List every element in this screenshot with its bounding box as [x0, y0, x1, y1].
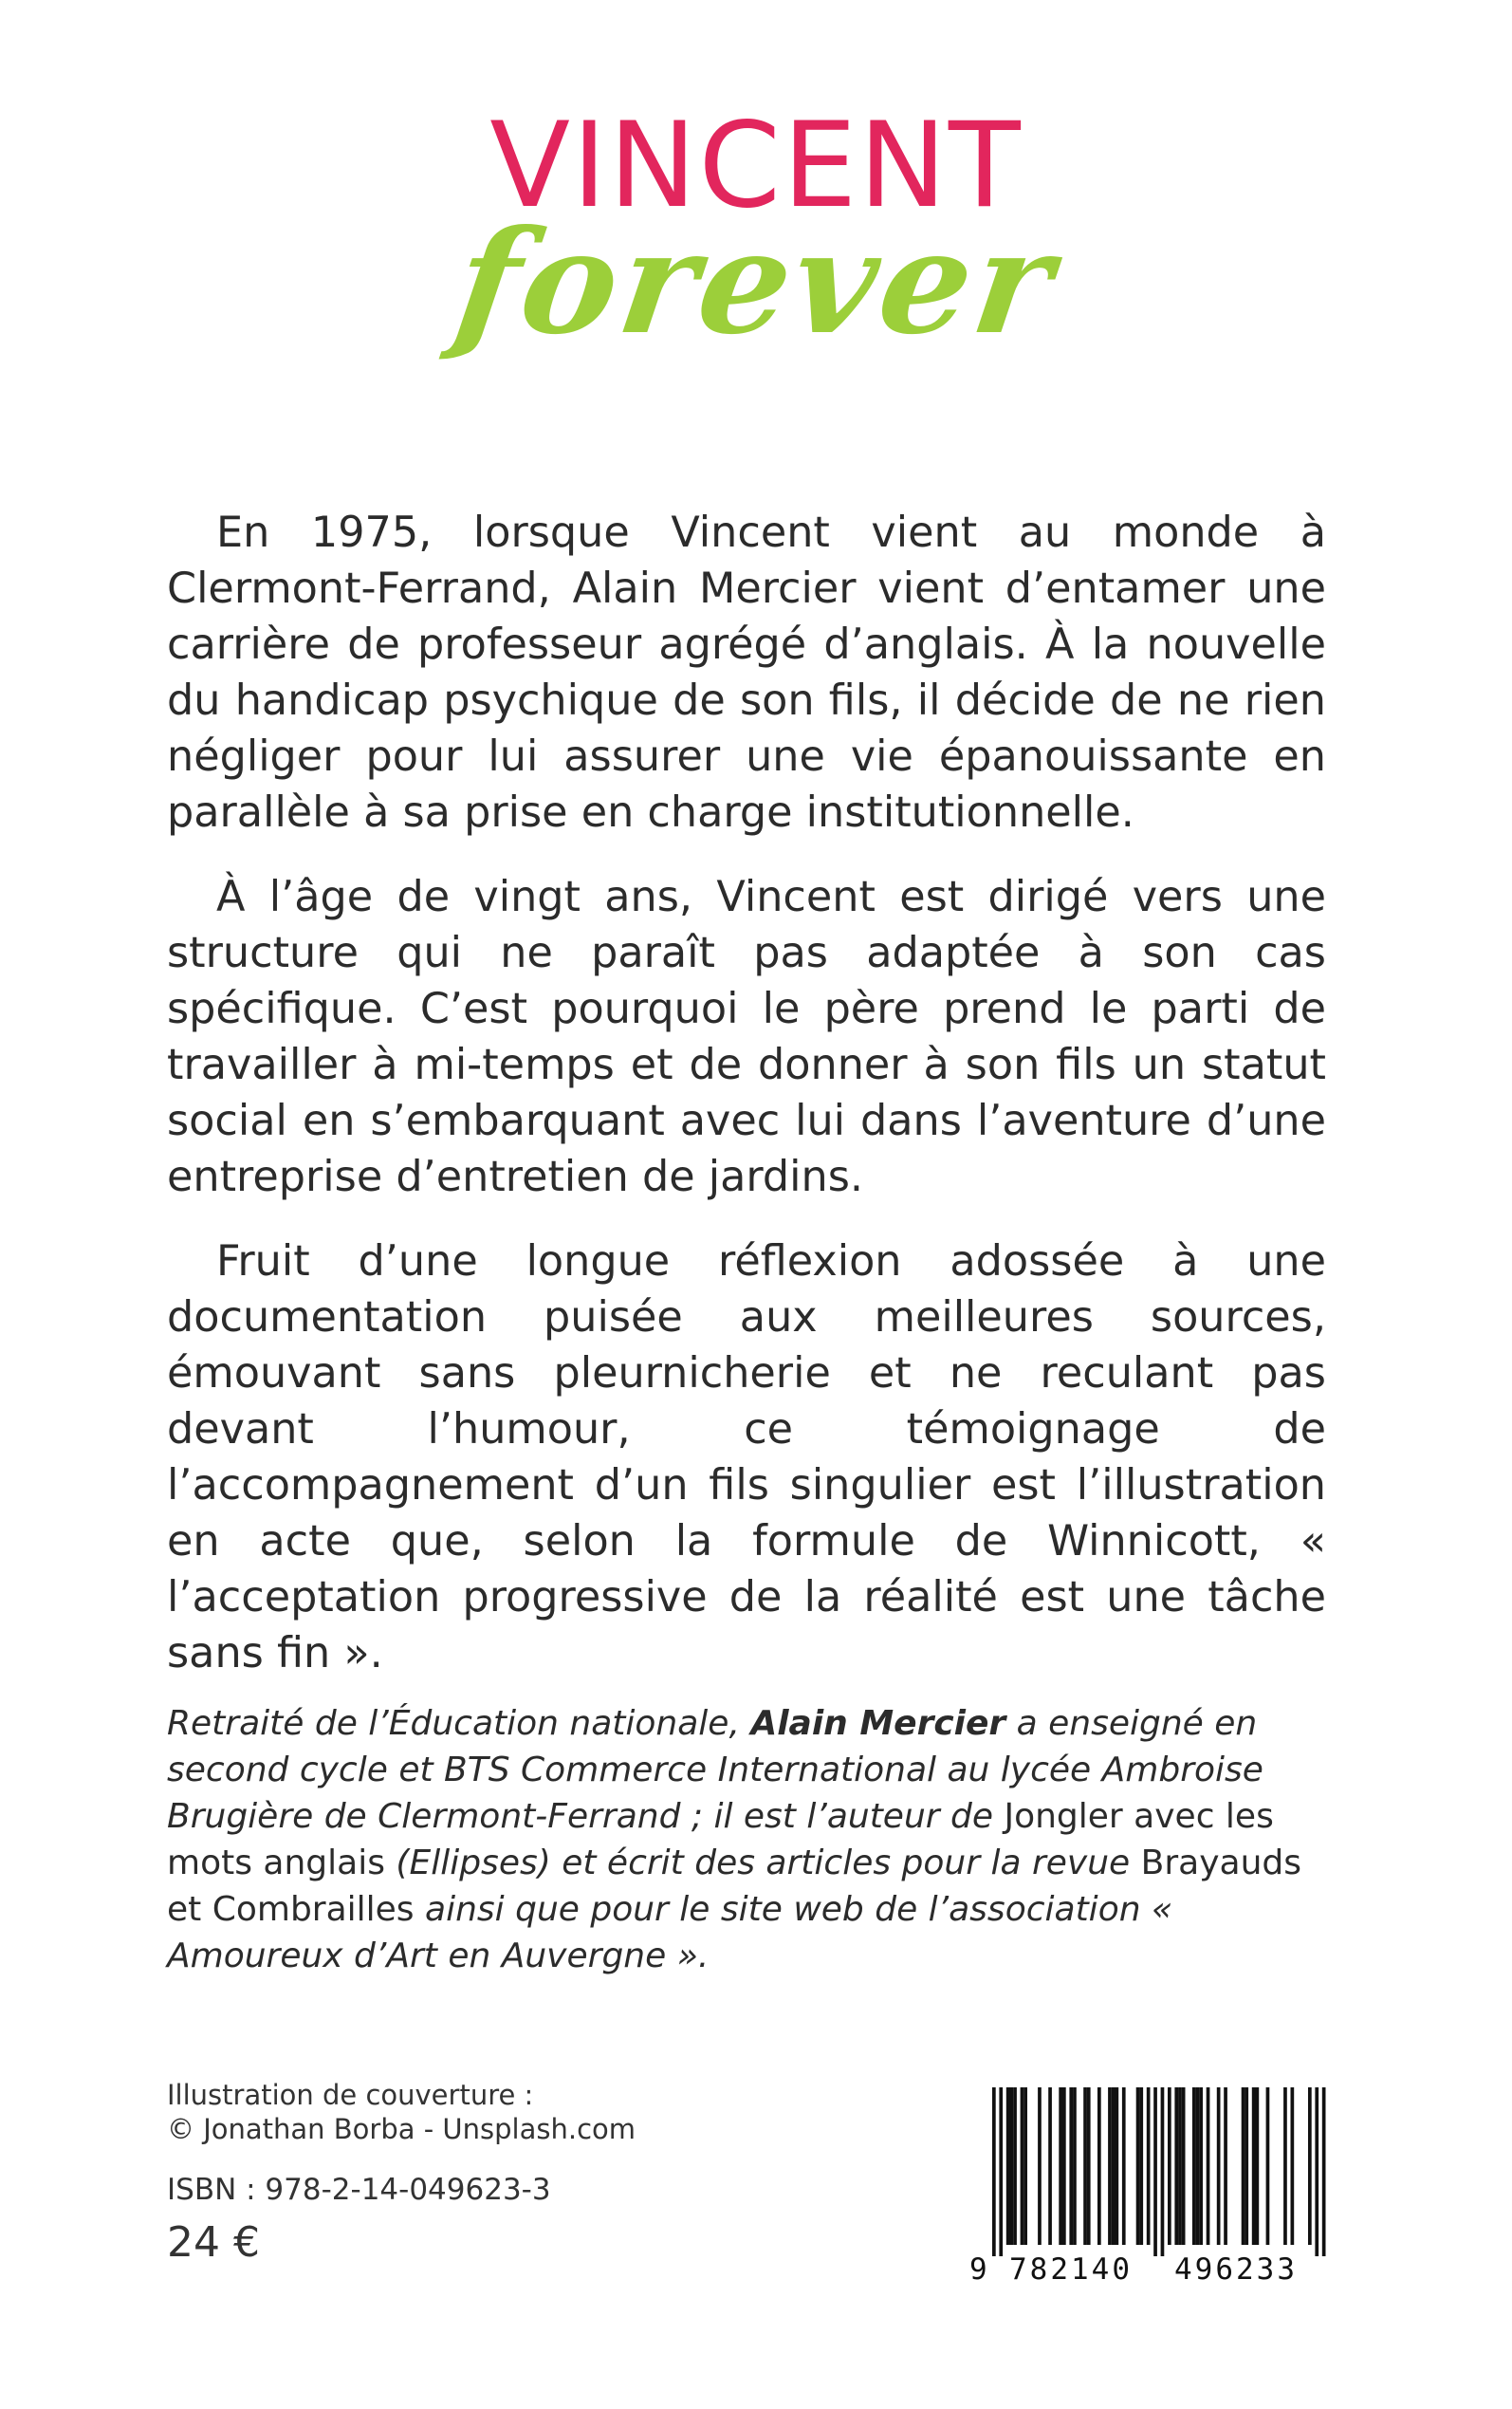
barcode — [971, 2087, 1327, 2287]
barcode-bar — [1021, 2087, 1024, 2245]
barcode-bar — [1108, 2087, 1112, 2245]
barcode-bar — [1062, 2087, 1066, 2245]
barcode-bar — [1139, 2087, 1143, 2245]
barcode-bar — [1136, 2087, 1140, 2245]
credits-line-1: Illustration de couverture : — [167, 2079, 534, 2111]
barcode-bar — [1182, 2087, 1186, 2245]
blurb-paragraph-3: Fruit d’une longue réflexion adossée à une documentation puisée aux meilleures sources, émouvant sans pleurnicherie et ne reculant pas devant l’humour, ce témoignage de l’accompagnement d’un fils singulier est l’illustration en acte que, selon la formule de Winnicott, « l’acceptation progressive de la réalité est une tâche sans fin ». — [167, 1237, 1326, 1677]
barcode-bar — [1023, 2087, 1027, 2245]
barcode-bar — [992, 2087, 996, 2256]
barcode-bar — [1097, 2087, 1101, 2245]
back-cover-blurb — [167, 505, 1326, 1710]
bio-text-4: ainsi que pour le site web de l’association « Amoureux d’Art en Auvergne ». — [167, 1890, 1173, 1975]
barcode-bar — [1153, 2087, 1157, 2256]
barcode-bars — [971, 2087, 1327, 2256]
credits-line-2: © Jonathan Borba - Unsplash.com — [167, 2113, 636, 2145]
barcode-bar — [1207, 2087, 1210, 2245]
barcode-bar — [1013, 2087, 1017, 2245]
barcode-bar — [1283, 2087, 1287, 2245]
isbn: ISBN : 978-2-14-049623-3 — [167, 2173, 551, 2207]
barcode-bar — [1224, 2087, 1227, 2245]
barcode-bar — [1059, 2087, 1062, 2245]
barcode-bar — [1217, 2087, 1221, 2245]
barcode-bar — [1245, 2087, 1248, 2245]
barcode-bar — [1256, 2087, 1260, 2245]
barcode-bar — [1252, 2087, 1256, 2245]
barcode-bar — [1266, 2087, 1270, 2245]
book-title-2: Brayauds et Combrailles — [167, 1844, 1302, 1929]
barcode-bar — [1083, 2087, 1087, 2245]
barcode-bar — [1196, 2087, 1200, 2245]
barcode-bar — [1006, 2087, 1010, 2245]
cover-title — [0, 98, 1512, 366]
bio-text-2: a enseigné en second cycle et BTS Commerce International au lycée Ambroise Brugière de Clermont-Ferrand ; il est l’auteur de — [167, 1704, 1263, 1836]
barcode-bar — [1174, 2087, 1178, 2245]
barcode-bar — [1291, 2087, 1295, 2245]
barcode-bar — [1199, 2087, 1203, 2245]
barcode-bar — [1147, 2087, 1151, 2245]
barcode-bar — [1087, 2087, 1091, 2245]
barcode-digits — [971, 2252, 1327, 2290]
illustration-credits — [167, 2078, 736, 2146]
price: 24 € — [167, 2218, 260, 2267]
barcode-digits-left: 782140 — [1009, 2252, 1133, 2287]
barcode-bar — [999, 2087, 1003, 2256]
title-main: VINCENT — [489, 98, 1023, 234]
blurb-paragraph-1: En 1975, lorsque Vincent vient au monde à Clermont-Ferrand, Alain Mercier vient d’entamer une carrière de professeur agrégé d’anglais. À la nouvelle du handicap psychique de son fils, il décide de ne rien négliger pour lui assurer une vie épanouissante en parallèle à sa prise en charge institutionnelle. — [167, 509, 1326, 837]
barcode-bar — [1192, 2087, 1196, 2245]
barcode-bar — [1073, 2087, 1077, 2245]
author-name: Alain Mercier — [750, 1704, 1006, 1743]
barcode-bar — [1112, 2087, 1116, 2245]
barcode-bar — [1161, 2087, 1165, 2256]
barcode-digit-first: 9 — [969, 2252, 990, 2287]
barcode-bar — [1242, 2087, 1245, 2245]
barcode-bar — [1038, 2087, 1042, 2245]
barcode-bar — [1168, 2087, 1171, 2245]
title-script: forever — [446, 199, 1066, 366]
barcode-bar — [1069, 2087, 1073, 2245]
barcode-bar — [1122, 2087, 1126, 2245]
author-bio — [167, 1700, 1326, 1979]
bio-text-1: Retraité de l’Éducation nationale, — [167, 1704, 751, 1743]
book-title-1: Jongler avec les mots anglais — [167, 1797, 1274, 1882]
barcode-bar — [1048, 2087, 1052, 2245]
barcode-digits-right: 496233 — [1174, 2252, 1298, 2287]
blurb-paragraph-2: À l’âge de vingt ans, Vincent est dirigé vers une structure qui ne paraît pas adaptée à son cas spécifique. C’est pourquoi le père prend le parti de travailler à mi-temps et de donner à son fils un statut social en s’embarquant avec lui dans l’aventure d’une entreprise d’entretien de jardins. — [167, 873, 1326, 1201]
barcode-bar — [1322, 2087, 1326, 2256]
barcode-bar — [1116, 2087, 1119, 2245]
barcode-bar — [1315, 2087, 1318, 2256]
barcode-bar — [1010, 2087, 1014, 2245]
barcode-bar — [1178, 2087, 1182, 2245]
barcode-bar — [1308, 2087, 1312, 2245]
bio-text-3: (Ellipses) et écrit des articles pour la revue — [384, 1844, 1141, 1882]
